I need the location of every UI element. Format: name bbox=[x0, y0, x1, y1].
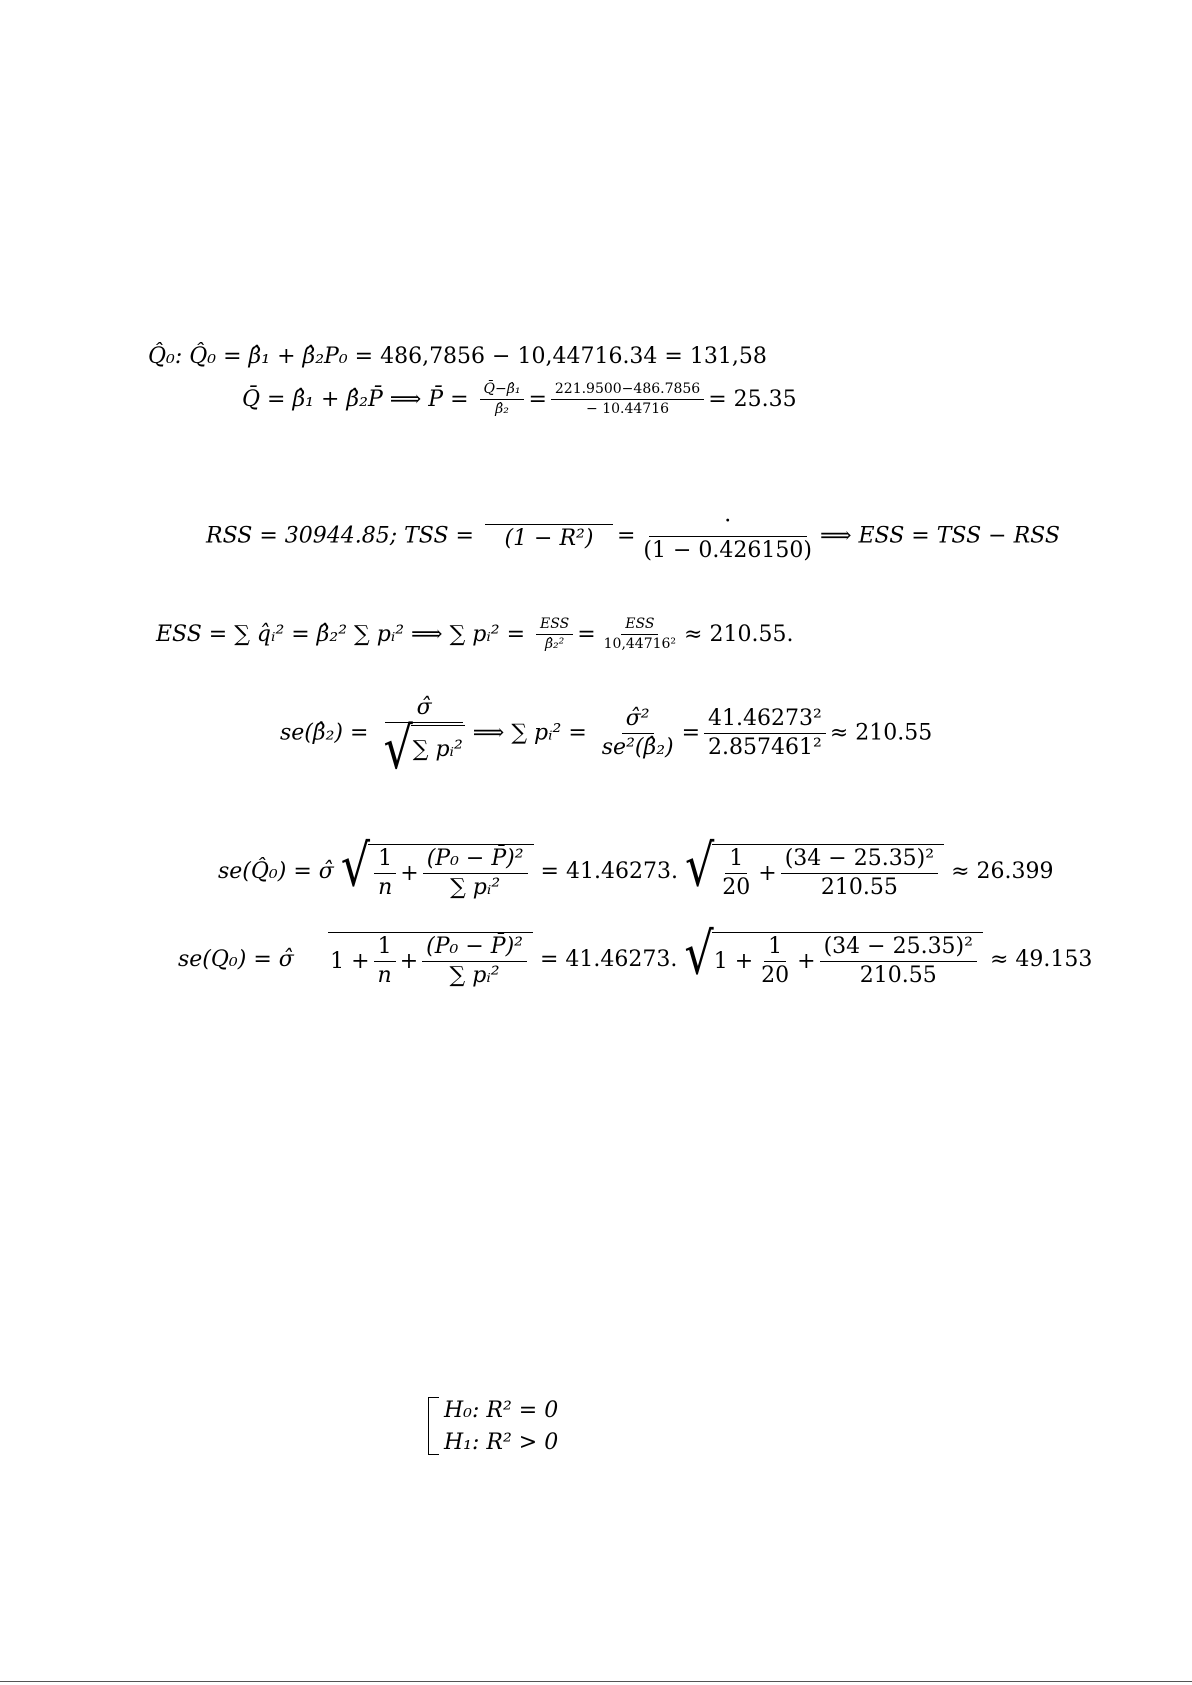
eq5-frac1-den bbox=[379, 714, 468, 782]
equation-se-q0hat bbox=[218, 831, 1054, 901]
eq7-t4 bbox=[820, 935, 977, 988]
eq5-frac3-num: 41.46273² bbox=[704, 707, 826, 734]
eq2-frac1-num: Q̄−β̂₁ bbox=[480, 382, 525, 400]
eq5-frac1-num: σ̂ bbox=[385, 696, 463, 723]
eq6-sqrt1 bbox=[340, 831, 534, 901]
eq5-frac2-num: σ̂² bbox=[622, 707, 654, 734]
eq3-frac2-den: (1 − 0.426150) bbox=[643, 538, 812, 564]
eq5-frac1 bbox=[379, 695, 468, 782]
eq7-result: ≈ 49.153 bbox=[989, 947, 1093, 973]
eq7-t3-num: 1 bbox=[764, 935, 786, 962]
hypothesis-h0: H₀: R² = 0 bbox=[444, 1398, 559, 1423]
eq6-t2-den: ∑ pᵢ² bbox=[450, 875, 501, 901]
eq2-frac1 bbox=[480, 382, 525, 418]
equation-se-beta2: se(β̂₂) = σ̂ √ ∑ pᵢ² ⟹ ∑ pᵢ² = $\frac{\text{σ̂²}}{\text{se²(β̂₂)}}$ = $\frac{\text{41.46273²}}{\text{2.857461²}}$ ≈ 210.55 bbox=[280, 695, 933, 782]
eq6-t4 bbox=[781, 847, 938, 900]
eq7-t3 bbox=[757, 935, 793, 988]
eq5-lhs: se(β̂₂) = bbox=[280, 720, 376, 746]
eq2-frac2-den: − 10.44716 bbox=[586, 401, 670, 418]
eq7-t2-num: (P₀ − P̄)² bbox=[422, 935, 527, 962]
eq7-one2: 1 + bbox=[713, 949, 754, 975]
eq6-lhs: se(Q̂₀) = σ̂ bbox=[218, 859, 334, 885]
eq3-rhs: ⟹ ESS = TSS − RSS bbox=[819, 523, 1060, 549]
eq6-sqrt2 bbox=[684, 831, 944, 901]
eq3-lhs: RSS = 30944.85; TSS = bbox=[206, 523, 481, 549]
eq4-frac2-den: 10,44716² bbox=[603, 636, 677, 653]
sqrt-symbol: √ bbox=[340, 831, 371, 900]
eq2-frac1-den: β̂₂ bbox=[495, 401, 509, 418]
eq7-sqrt1 bbox=[301, 932, 533, 988]
sqrt-symbol: √ bbox=[684, 919, 714, 988]
eq5-frac2-den: se²(β̂₂) bbox=[601, 735, 674, 761]
eq4-result: ≈ 210.55. bbox=[684, 621, 794, 647]
eq7-radicand2: 1 + $\frac{1}{20}$ + $\frac{\text{(34 − 25.35)²}}{210.55}$ bbox=[712, 932, 983, 988]
eq7-t1-den: n bbox=[377, 963, 392, 989]
eq6-t1-num: 1 bbox=[374, 847, 396, 874]
eq7-lhs: se(Q₀) = σ̂ bbox=[178, 947, 294, 973]
eq7-t4-den: 210.55 bbox=[859, 963, 937, 989]
eq6-t2-num: (P₀ − P̄)² bbox=[423, 847, 528, 874]
equation-predicted-q0 bbox=[148, 344, 767, 369]
eq5-frac3 bbox=[704, 707, 826, 760]
sqrt-symbol: √ bbox=[383, 714, 413, 782]
eq1-rhs: 486,7856 − 10,44716.34 = 131,58 bbox=[380, 344, 767, 369]
equation-se-q0 bbox=[178, 919, 1093, 989]
eq3-frac2-num: · bbox=[649, 510, 807, 537]
eq6-t3 bbox=[718, 847, 754, 900]
eq6-t4-num: (34 − 25.35)² bbox=[781, 847, 938, 874]
hypothesis-brace bbox=[428, 1397, 439, 1455]
eq5-radicand: ∑ pᵢ² bbox=[411, 725, 465, 771]
eq7-t1 bbox=[374, 935, 396, 988]
eq7-radicand1: 1 + $\frac{1}{n}$ + $\frac{\text{(P₀ − P̄)²}}{\text{∑ pᵢ²}}$ bbox=[328, 932, 533, 988]
eq7-mid: = 41.46273. bbox=[539, 947, 678, 973]
eq2-result: = 25.35 bbox=[708, 386, 797, 412]
eq4-frac1 bbox=[536, 617, 573, 653]
eq3-frac2 bbox=[639, 510, 816, 563]
eq4-frac2 bbox=[600, 617, 680, 653]
eq3-frac1-den: (1 − R²) bbox=[504, 526, 594, 552]
eq6-t2 bbox=[423, 847, 528, 900]
eq6-t1-den: n bbox=[378, 875, 393, 901]
equation-rss-tss: RSS = 30944.85; TSS = (1 − R²) = $\frac{\cdot}{(1 - 0.426150)}$ ⟹ ESS = TSS − RSS bbox=[206, 509, 1060, 564]
eq7-t3-den: 20 bbox=[761, 963, 790, 989]
eq6-result: ≈ 26.399 bbox=[951, 859, 1054, 885]
eq7-t2-den: ∑ pᵢ² bbox=[449, 963, 500, 989]
eq6-t3-den: 20 bbox=[722, 875, 751, 901]
eq4-frac2-num: ESS bbox=[621, 617, 658, 635]
eq2-frac2-num: 221.9500−486.7856 bbox=[551, 382, 704, 400]
eq5-sqrt bbox=[383, 714, 464, 782]
eq5-result: ≈ 210.55 bbox=[829, 720, 933, 746]
eq5-frac2 bbox=[598, 707, 678, 760]
eq1-lhs: Q̂₀: Q̂₀ = β̂₁ + β̂₂P₀ = bbox=[148, 344, 381, 369]
eq6-radicand1: $\frac{1}{n}$ + $\frac{\text{(P₀ − P̄)²}}{\text{∑ pᵢ²}}$ bbox=[368, 844, 533, 900]
eq7-t2 bbox=[422, 935, 527, 988]
eq7-one: 1 + bbox=[330, 949, 370, 975]
eq4-frac1-den: β̂₂² bbox=[544, 636, 565, 653]
eq6-t3-num: 1 bbox=[725, 847, 747, 874]
hypothesis-h1: H₁: R² > 0 bbox=[444, 1430, 559, 1455]
eq5-mid: ⟹ ∑ pᵢ² = bbox=[472, 720, 594, 746]
eq7-t4-num: (34 − 25.35)² bbox=[820, 935, 977, 962]
eq6-mid: = 41.46273. bbox=[540, 859, 678, 885]
eq2-frac2 bbox=[551, 382, 704, 418]
eq7-sqrt2 bbox=[684, 919, 983, 989]
eq3-frac1 bbox=[485, 522, 613, 551]
page-bottom-rule bbox=[0, 1681, 1192, 1682]
eq2-lhs: Q̄ = β̂₁ + β̂₂P̄ ⟹ P̄ = bbox=[242, 386, 476, 412]
eq5-frac3-den: 2.857461² bbox=[708, 735, 822, 761]
eq4-frac1-num: ESS bbox=[536, 617, 573, 635]
eq6-radicand2: $\frac{1}{20}$ + $\frac{\text{(34 − 25.35)²}}{210.55}$ bbox=[712, 844, 944, 900]
eq6-t1 bbox=[374, 847, 396, 900]
sqrt-symbol: √ bbox=[684, 831, 715, 900]
eq7-t1-num: 1 bbox=[374, 935, 396, 962]
eq4-lhs: ESS = ∑ q̂ᵢ² = β̂₂² ∑ pᵢ² ⟹ ∑ pᵢ² = bbox=[156, 621, 533, 647]
equation-mean-p: Q̄ = β̂₁ + β̂₂P̄ ⟹ P̄ = $\frac{\text{Q̄−β̂₁}}{\text{β̂₂}}$ = $\frac{221.9500-486.7856}{- 10.44716}$ = 25.35 bbox=[242, 381, 797, 418]
equation-ess-sum: ESS = ∑ q̂ᵢ² = β̂₂² ∑ pᵢ² ⟹ ∑ pᵢ² = $\frac{\text{ESS}}{\text{β̂₂²}}$ = $\frac{\text{ESS}}{\text{10,44716²}}$ ≈ 210.55. bbox=[156, 616, 794, 653]
eq6-t4-den: 210.55 bbox=[820, 875, 898, 901]
